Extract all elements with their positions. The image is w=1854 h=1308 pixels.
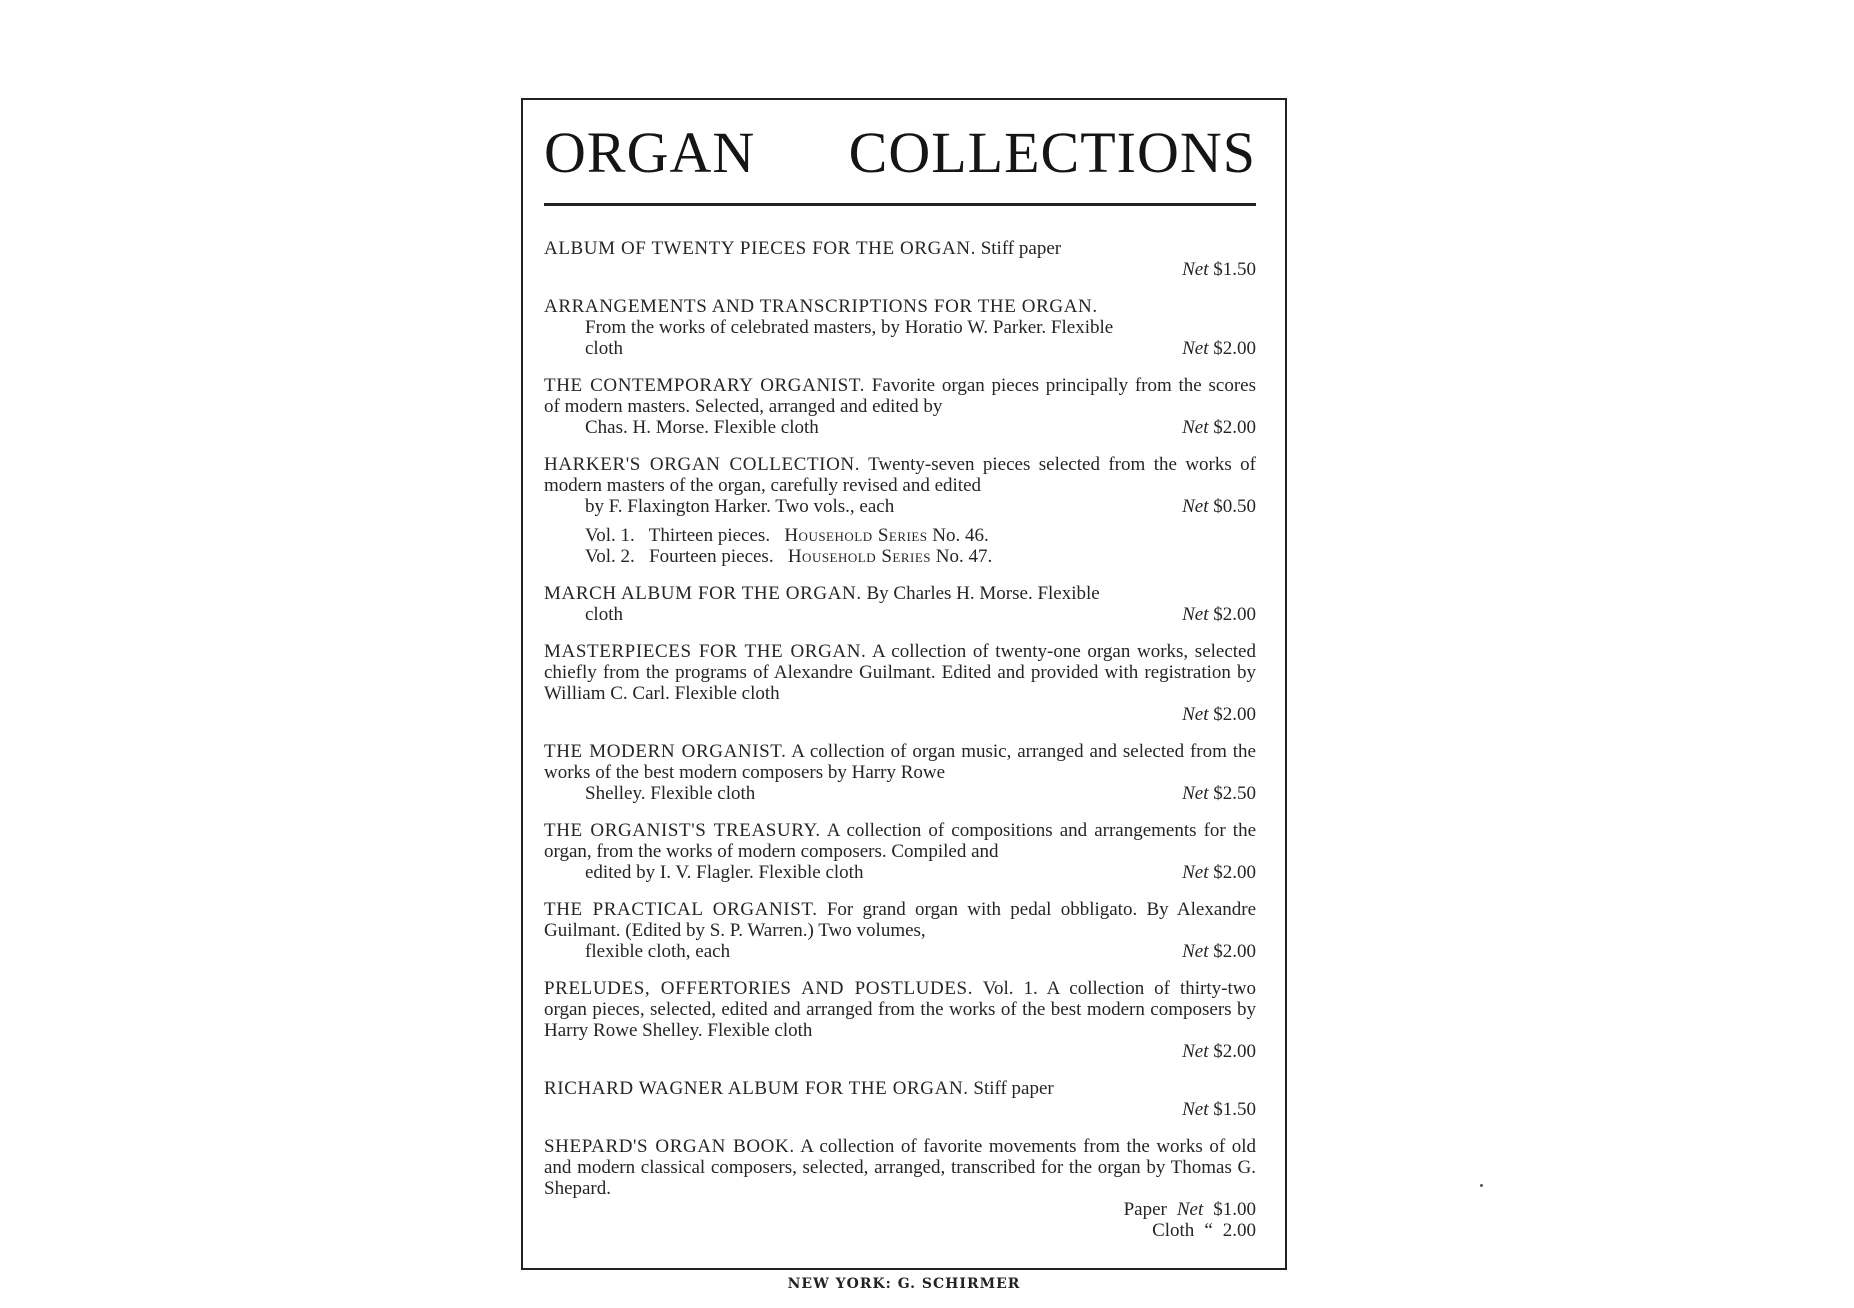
entry-contemporary-organist (544, 375, 1256, 438)
net-label: Net (1182, 783, 1209, 804)
entry-description: Vol. 1. A collection of thirty-two organ pieces, selected, edited and arranged from the works of the best modern composers by Harry Rowe Shelley. Flexible cloth (544, 978, 1256, 1041)
entry-last-line: cloth (585, 604, 623, 625)
entry-title: THE CONTEMPORARY ORGANIST. (544, 375, 865, 396)
title-word-organ: ORGAN (544, 120, 756, 185)
net-label: Net (1182, 862, 1209, 883)
entry-title: PRELUDES, OFFERTORIES AND POSTLUDES. (544, 978, 974, 999)
price-row-cloth: Cloth “ 2.00 (1152, 1220, 1256, 1241)
entry-description: A collection of compositions and arrangements for the organ, from the works of modern composers. Compiled and (544, 820, 1257, 862)
entry-description: Stiff paper (973, 1078, 1054, 1099)
entry-description: Stiff paper (980, 238, 1062, 259)
price-row (544, 862, 1256, 883)
price: $2.00 (1213, 941, 1256, 962)
entry-title: ALBUM OF TWENTY PIECES FOR THE ORGAN. (544, 238, 976, 259)
entry-march-album (544, 583, 1256, 625)
net-label: Net (1182, 338, 1209, 359)
entry-title: SHEPARD'S ORGAN BOOK. (544, 1136, 795, 1157)
price-row (544, 1041, 1256, 1062)
entry-preludes-offertories-postludes (544, 978, 1256, 1062)
entry-title: RICHARD WAGNER ALBUM FOR THE ORGAN. (544, 1078, 969, 1099)
price: $2.50 (1213, 783, 1256, 804)
page-title (544, 118, 1256, 188)
entry-last-line: Chas. H. Morse. Flexible cloth (585, 417, 819, 438)
price-row (544, 417, 1256, 438)
net-label: Net (1182, 259, 1209, 280)
entry-last-line: flexible cloth, each (585, 941, 731, 962)
entry-last-line: by F. Flaxington Harker. Two vols., each (585, 496, 895, 517)
entry-last-line: edited by I. V. Flagler. Flexible cloth (585, 862, 864, 883)
volume-list (544, 525, 1256, 567)
entry-description: From the works of celebrated masters, by Horatio W. Parker. Flexible (585, 317, 1114, 338)
entry-title: MARCH ALBUM FOR THE ORGAN. (544, 583, 862, 604)
entry-practical-organist (544, 899, 1256, 962)
entry-description: A collection of favorite movements from the works of old and modern classical composers, selected, arranged, transcribed for the organ by Thomas G. Shepard. (544, 1136, 1256, 1199)
scan-speck (1480, 1184, 1483, 1187)
entry-description: A collection of twenty-one organ works, selected chiefly from the programs of Alexandre Guilmant. Edited and provided with registration by William C. Carl. Flexible cloth (544, 641, 1256, 704)
entry-shepards-organ-book (544, 1136, 1256, 1241)
entry-masterpieces (544, 641, 1256, 725)
entry-modern-organist (544, 741, 1256, 804)
net-label: Net (1182, 496, 1209, 517)
entry-last-line: Shelley. Flexible cloth (585, 783, 756, 804)
volume-item: Vol. 2. Fourteen pieces. Household Series No. 47. (585, 546, 993, 567)
entry-richard-wagner-album (544, 1078, 1256, 1120)
price: $2.00 (1213, 1041, 1256, 1062)
price-row (544, 941, 1256, 962)
price-row (544, 783, 1256, 804)
title-rule (544, 203, 1256, 206)
price: $0.50 (1213, 496, 1256, 517)
price: $2.00 (1213, 862, 1256, 883)
publisher-footer: NEW YORK: G. SCHIRMER (787, 1276, 1021, 1292)
price-row (544, 496, 1256, 517)
price-row (544, 604, 1256, 625)
net-label: Net (1182, 1041, 1209, 1062)
price: $2.00 (1213, 604, 1256, 625)
net-label: Net (1182, 1099, 1209, 1120)
price: $1.50 (1213, 1099, 1256, 1120)
net-label: Net (1182, 604, 1209, 625)
price: $2.00 (1213, 338, 1256, 359)
price-row (544, 704, 1256, 725)
entry-description: Twenty-seven pieces selected from the works of modern masters of the organ, carefully revised and edited (544, 454, 1256, 496)
entry-description: By Charles H. Morse. Flexible (866, 583, 1100, 604)
price: $1.50 (1213, 259, 1256, 280)
entry-description: Favorite organ pieces principally from the scores of modern masters. Selected, arranged and edited by (544, 375, 1256, 417)
entry-arrangements-transcriptions (544, 296, 1256, 359)
net-label: Net (1182, 941, 1209, 962)
entry-description: A collection of organ music, arranged and selected from the works of the best modern composers by Harry Rowe (544, 741, 1256, 783)
entry-title: THE MODERN ORGANIST. (544, 741, 787, 762)
price: $2.00 (1213, 704, 1256, 725)
entry-last-line: cloth (585, 338, 623, 359)
price-list (544, 1199, 1256, 1241)
entry-organists-treasury (544, 820, 1256, 883)
net-label: Net (1182, 704, 1209, 725)
net-label: Net (1182, 417, 1209, 438)
entry-title: MASTERPIECES FOR THE ORGAN. (544, 641, 867, 662)
entry-title: THE ORGANIST'S TREASURY. (544, 820, 821, 841)
entry-title: ARRANGEMENTS AND TRANSCRIPTIONS FOR THE ORGAN. (544, 296, 1098, 317)
entry-album-twenty-pieces (544, 238, 1256, 280)
price: $2.00 (1213, 417, 1256, 438)
entry-harkers-organ-collection (544, 454, 1256, 567)
title-word-collections: COLLECTIONS (848, 120, 1256, 185)
entry-description: For grand organ with pedal obbligato. By Alexandre Guilmant. (Edited by S. P. Warren.) Two volumes, (544, 899, 1257, 941)
collection-listing (544, 238, 1256, 1257)
price-row (544, 1099, 1256, 1120)
price-row (544, 338, 1256, 359)
volume-item: Vol. 1. Thirteen pieces. Household Series No. 46. (585, 525, 989, 546)
price-row-paper: Paper Net $1.00 (1123, 1199, 1256, 1220)
price-row (544, 259, 1256, 280)
entry-title: THE PRACTICAL ORGANIST. (544, 899, 818, 920)
entry-title: HARKER'S ORGAN COLLECTION. (544, 454, 861, 475)
